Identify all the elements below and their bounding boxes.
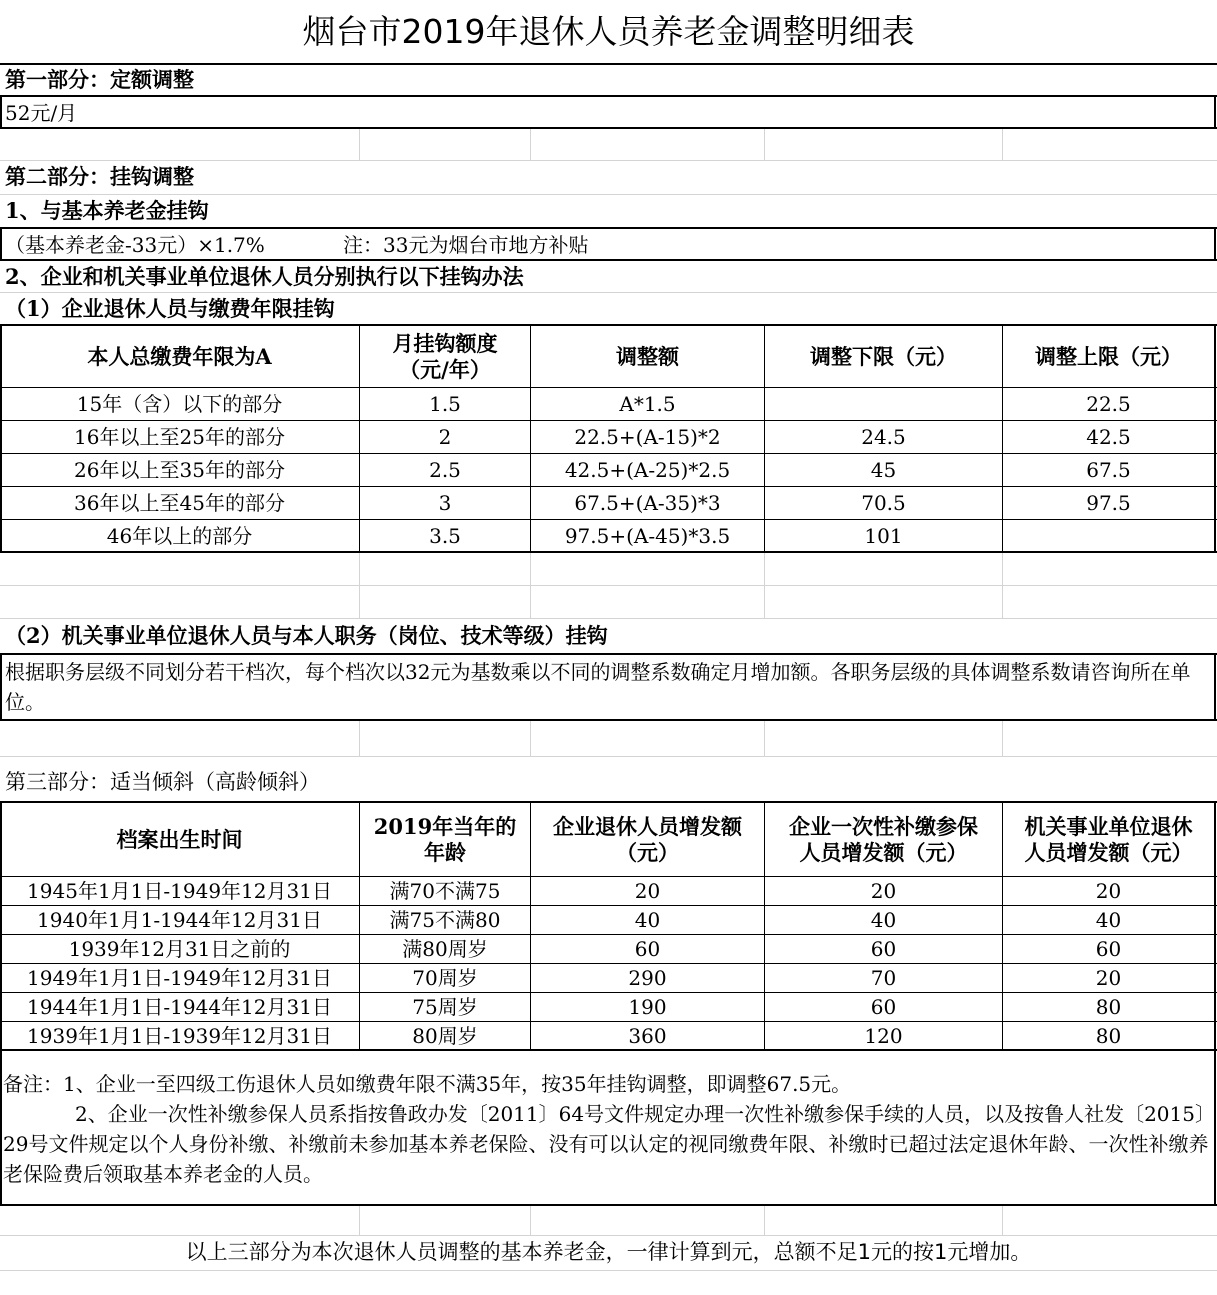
- table-cell: 42.5+(A-25)*2.5: [564, 458, 731, 482]
- table-cell: 80: [1095, 1023, 1122, 1048]
- table-cell: 60: [1095, 937, 1122, 961]
- table-cell: 70.5: [861, 491, 906, 515]
- age-col-birth: 档案出生时间: [116, 826, 243, 852]
- part2-sub2-heading: 2、企业和机关事业单位退休人员分别执行以下挂钩办法: [5, 263, 524, 289]
- table-cell: 1939年1月1日-1939年12月31日: [27, 1023, 332, 1048]
- enterprise-col-min: 调整下限（元）: [810, 343, 957, 369]
- table-cell: 80: [1095, 995, 1122, 1019]
- enterprise-col-max: 调整上限（元）: [1035, 343, 1182, 369]
- table-cell: 3: [438, 491, 452, 515]
- table-cell: 20: [870, 879, 897, 903]
- enterprise-col-years: 本人总缴费年限为A: [87, 343, 272, 369]
- table-cell: 360: [628, 1023, 667, 1048]
- table-cell: 46年以上的部分: [106, 523, 253, 548]
- table-cell: 1939年12月31日之前的: [68, 937, 291, 961]
- table-cell: 24.5: [861, 425, 906, 449]
- table-cell: 16年以上至25年的部分: [74, 425, 285, 449]
- table-cell: 1.5: [429, 392, 461, 416]
- age-col-lumpsum: 企业一次性补缴参保 人员增发额（元）: [789, 814, 978, 865]
- table-cell: 60: [634, 937, 661, 961]
- remarks-line1: 备注：1、企业一至四级工伤退休人员如缴费年限不满35年，按35年挂钩调整，即调整67.5元。: [3, 1072, 852, 1096]
- table-cell: 22.5+(A-15)*2: [574, 425, 721, 449]
- table-cell: 1949年1月1日-1949年12月31日: [27, 966, 332, 990]
- part3-heading: 第三部分：适当倾斜（高龄倾斜）: [5, 770, 320, 795]
- table-cell: 40: [1095, 908, 1122, 932]
- table-cell: 满80周岁: [402, 937, 488, 961]
- page-title: 烟台市2019年退休人员养老金调整明细表: [302, 12, 915, 52]
- table-cell: 3.5: [429, 523, 461, 548]
- table-cell: 26年以上至35年的部分: [74, 458, 285, 482]
- enterprise-col-amount: 调整额: [616, 343, 679, 369]
- part2-formula: （基本养老金-33元）×1.7%: [5, 232, 265, 257]
- table-cell: 20: [1095, 879, 1122, 903]
- table-cell: 67.5: [1086, 458, 1131, 482]
- table-cell: 67.5+(A-35)*3: [574, 491, 721, 515]
- institution-text: 根据职务层级不同划分若干档次，每个档次以32元为基数乘以不同的调整系数确定月增加额。各职务层级的具体调整系数请咨询所在单位。: [5, 660, 1191, 714]
- table-cell: 60: [870, 995, 897, 1019]
- table-cell: 满70不满75: [389, 879, 501, 903]
- table-cell: 97.5: [1086, 491, 1131, 515]
- table-cell: 20: [1095, 966, 1122, 990]
- table-cell: 190: [628, 995, 667, 1019]
- part1-amount: 52元/月: [5, 100, 78, 125]
- part2-heading: 第二部分：挂钩调整: [5, 164, 194, 189]
- age-col-age: 2019年当年的 年龄: [373, 814, 517, 865]
- table-cell: A*1.5: [619, 392, 676, 416]
- table-cell: 290: [628, 966, 667, 990]
- table-cell: 120: [864, 1023, 903, 1048]
- table-cell: 75周岁: [412, 995, 478, 1019]
- table-cell: 15年（含）以下的部分: [76, 392, 283, 416]
- table-cell: 1944年1月1日-1944年12月31日: [27, 995, 332, 1019]
- age-col-institution: 机关事业单位退休 人员增发额（元）: [1024, 814, 1193, 865]
- table-cell: 2: [438, 425, 452, 449]
- institution-heading: （2）机关事业单位退休人员与本人职务（岗位、技术等级）挂钩: [5, 623, 608, 649]
- table-cell: 满75不满80: [389, 908, 501, 932]
- table-cell: 97.5+(A-45)*3.5: [564, 523, 731, 548]
- table-cell: 70: [870, 966, 897, 990]
- table-cell: 36年以上至45年的部分: [74, 491, 285, 515]
- part2-formula-note: 注：33元为烟台市地方补贴: [343, 232, 589, 257]
- table-cell: 2.5: [429, 458, 461, 482]
- table-cell: [1003, 520, 1214, 551]
- part2-sub1-heading: 1、与基本养老金挂钩: [5, 198, 209, 224]
- table-cell: 42.5: [1086, 425, 1131, 449]
- table-cell: 1945年1月1日-1949年12月31日: [27, 879, 332, 903]
- table-cell: 20: [634, 879, 661, 903]
- table-cell: 70周岁: [412, 966, 478, 990]
- table-cell: 101: [864, 523, 903, 548]
- table-cell: 80周岁: [412, 1023, 478, 1048]
- table-cell: [765, 388, 1002, 420]
- table-cell: 40: [870, 908, 897, 932]
- table-cell: 45: [870, 458, 897, 482]
- part1-heading: 第一部分：定额调整: [5, 67, 194, 92]
- enterprise-col-rate: 月挂钩额度 （元/年）: [392, 331, 498, 382]
- table-cell: 22.5: [1086, 392, 1131, 416]
- table-cell: 1940年1月1-1944年12月31日: [37, 908, 322, 932]
- age-col-enterprise: 企业退休人员增发额 （元）: [553, 814, 742, 865]
- remarks-line2: 2、企业一次性补缴参保人员系指按鲁政办发〔2011〕64号文件规定办理一次性补缴参保手续的人员，以及按鲁人社发〔2015〕29号文件规定以个人身份补缴、补缴前未参加基本养老保险、没有可以认定的视同缴费年限、补缴时已超过法定退休年龄、一次性补缴养老保险费后领取基本养老金的人员。: [3, 1102, 1209, 1186]
- table-cell: 60: [870, 937, 897, 961]
- enterprise-heading: （1）企业退休人员与缴费年限挂钩: [5, 295, 335, 321]
- footer-note: 以上三部分为本次退休人员调整的基本养老金，一律计算到元，总额不足1元的按1元增加。: [185, 1240, 1032, 1265]
- table-cell: 40: [634, 908, 661, 932]
